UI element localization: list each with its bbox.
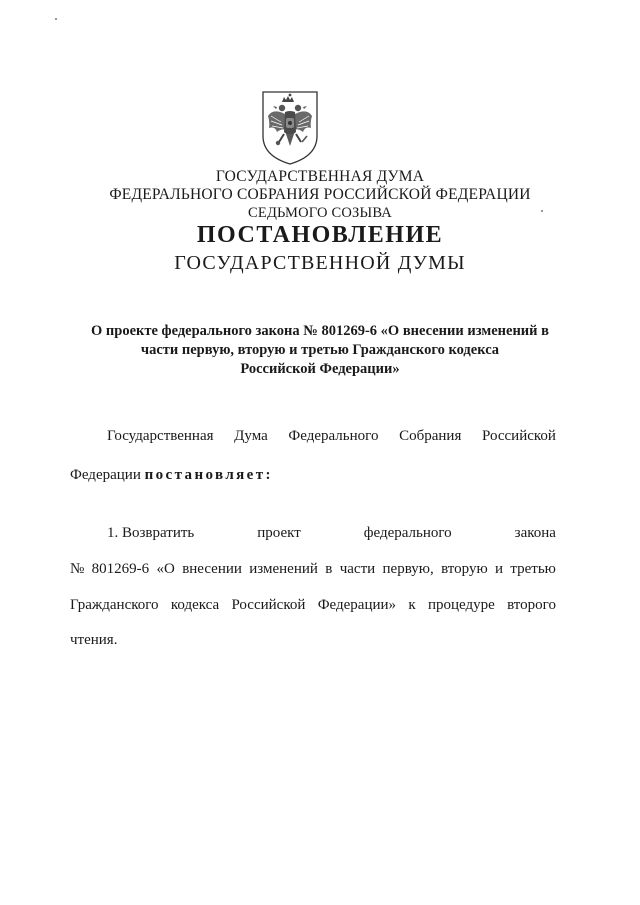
preamble-line-1 [107,428,556,445]
item-1-word: процедуре [427,597,495,613]
preamble-word: Государственная [107,428,214,444]
preamble-word: Федерального [288,428,379,444]
item-1-line-4: чтения. [70,632,118,648]
scan-speck [541,210,543,212]
subject-heading [60,322,580,379]
document-title: ПОСТАНОВЛЕНИЕ [196,222,444,248]
item-1-word: Федерации» [317,597,397,613]
preamble-line-2-start: Федерации [70,467,141,483]
issuer-line-2: ФЕДЕРАЛЬНОГО СОБРАНИЯ РОССИЙСКОЙ ФЕДЕРАЦИИ [109,186,531,203]
item-1-word: вторую [441,561,488,577]
subject-line-1: О проекте федерального закона № 801269-6 «О внесении изменений в [91,323,549,339]
item-1-line-3 [70,597,556,614]
document-subtitle: ГОСУДАРСТВЕННОЙ ДУМЫ [174,252,466,274]
item-1-word: второго [507,597,556,613]
item-1-word: 1. Возвратить [107,525,195,541]
preamble-line-2 [70,467,273,484]
item-1-word: Гражданского [70,597,159,613]
item-1-word: первую, [382,561,434,577]
item-1-word: проект [257,525,301,541]
item-1-word: части [339,561,376,577]
item-1-word: третью [510,561,556,577]
item-1-word: № [70,561,85,577]
item-1-word: Российской [231,597,306,613]
item-1-word: изменений [249,561,318,577]
item-1-word: «О [156,561,175,577]
item-1-word: закона [514,525,556,541]
item-1-word: кодекса [170,597,220,613]
preamble-word: Собрания [399,428,462,444]
item-1-word: 801269-6 [91,561,150,577]
scan-speck [55,18,57,20]
subject-line-3: Российской Федерации» [240,361,400,377]
resolves-word: постановляет: [144,467,273,483]
preamble-word: Российской [482,428,556,444]
issuer-line-1: ГОСУДАРСТВЕННАЯ ДУМА [215,168,425,185]
item-1-word: и [495,561,504,577]
item-1-line-1 [107,525,556,542]
item-1-word: к [408,597,416,613]
item-1-word: федерального [363,525,452,541]
item-1-line-2 [70,561,556,578]
convocation-line: СЕДЬМОГО СОЗЫВА [248,205,392,221]
coat-of-arms-russia-icon [255,86,325,166]
item-1-word: в [325,561,333,577]
item-1-word: внесении [182,561,242,577]
preamble-word: Дума [234,428,268,444]
subject-line-2: части первую, вторую и третью Гражданского кодекса [140,342,500,358]
